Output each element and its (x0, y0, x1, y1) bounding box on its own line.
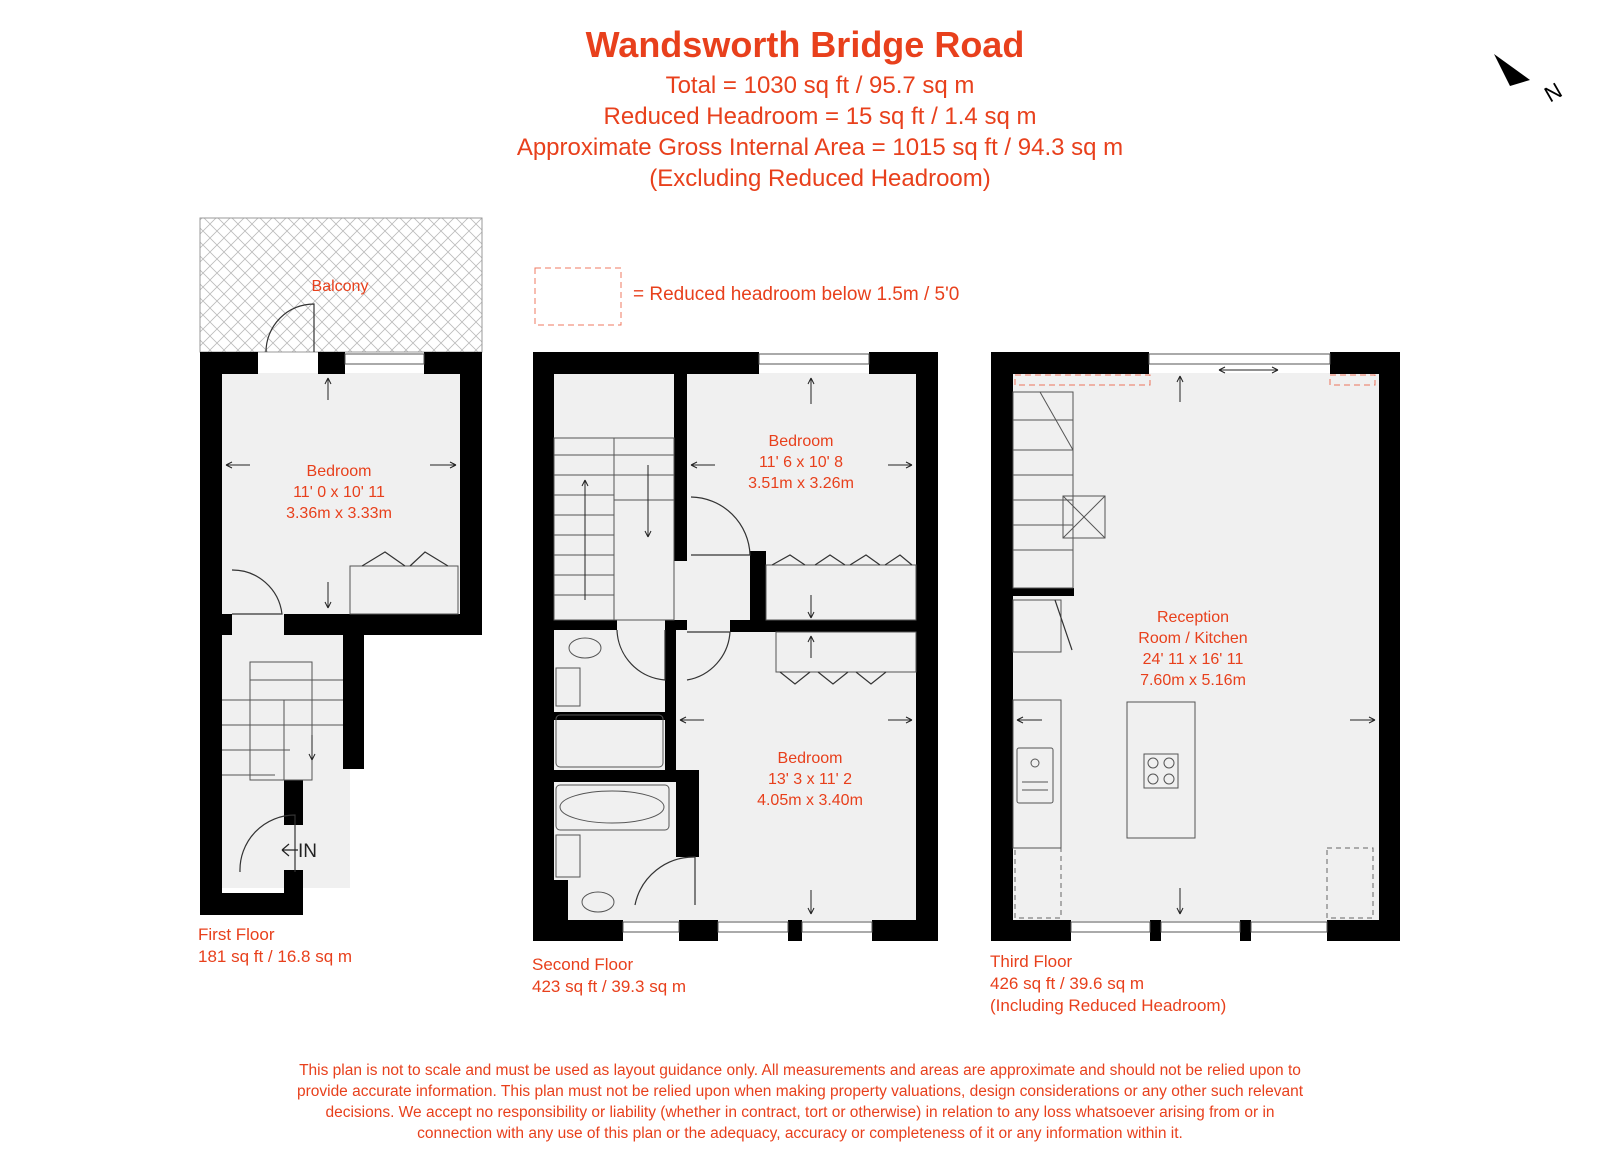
entry-label: IN (298, 841, 317, 862)
third-floor-area-note: (Including Reduced Headroom) (990, 996, 1227, 1015)
reception-room-imperial: 24' 11 x 16' 11 (1142, 651, 1244, 668)
legend-text: = Reduced headroom below 1.5m / 5'0 (633, 284, 960, 305)
reception-room-metric: 7.60m x 5.16m (1140, 672, 1246, 689)
gross-internal-area-note: (Excluding Reduced Headroom) (649, 165, 991, 192)
reduced-headroom-area: Reduced Headroom = 15 sq ft / 1.4 sq m (603, 103, 1037, 130)
north-label: N (1540, 77, 1567, 108)
first-floor-bedroom-imperial: 11' 0 x 10' 11 (293, 484, 385, 501)
first-floor-area: 181 sq ft / 16.8 sq m (198, 947, 353, 966)
first-floor-caption: First Floor (198, 925, 275, 944)
second-floor-bedroom-2-metric: 4.05m x 3.40m (757, 792, 863, 809)
reception-room-subname: Room / Kitchen (1138, 630, 1248, 647)
north-arrow-icon (1494, 54, 1566, 107)
gross-internal-area: Approximate Gross Internal Area = 1015 sq ft / 94.3 sq m (516, 134, 1124, 161)
legend (535, 268, 959, 325)
balcony-label: Balcony (311, 278, 369, 295)
third-floor-area: 426 sq ft / 39.6 sq m (990, 974, 1145, 993)
plan-title: Wandsworth Bridge Road (585, 24, 1025, 65)
disclaimer-line-1: This plan is not to scale and must be used as layout guidance only. All measurements and areas are approximate and should not be relied upon to (299, 1062, 1301, 1079)
second-floor-bedroom-1-metric: 3.51m x 3.26m (748, 475, 854, 492)
reception-room-name: Reception (1156, 609, 1230, 626)
disclaimer-line-4: connection with any use of this plan or the adequacy, accuracy or completeness of it or any information within it. (417, 1125, 1183, 1142)
second-floor-bedroom-1-imperial: 11' 6 x 10' 8 (758, 454, 844, 471)
total-area: Total = 1030 sq ft / 95.7 sq m (665, 72, 975, 99)
third-floor-caption: Third Floor (990, 952, 1073, 971)
third-floor-plan (991, 352, 1400, 941)
first-floor-bedroom-metric: 3.36m x 3.33m (286, 505, 392, 522)
second-floor-bedroom-2-name: Bedroom (777, 750, 843, 767)
second-floor-area: 423 sq ft / 39.3 sq m (532, 977, 687, 996)
first-floor-bedroom-name: Bedroom (306, 463, 372, 480)
disclaimer-line-2: provide accurate information. This plan must not be relied upon when making property valuations, design considerations or any other such relevant (296, 1083, 1304, 1100)
first-floor-plan (200, 218, 482, 915)
second-floor-plan (533, 352, 938, 941)
legend-swatch (535, 268, 621, 325)
second-floor-bedroom-2-imperial: 13' 3 x 11' 2 (767, 771, 853, 788)
second-floor-caption: Second Floor (532, 955, 634, 974)
disclaimer-line-3: decisions. We accept no responsibility or liability (whether in contract, tort or otherwise) in relation to any loss whatsoever arising from or in (325, 1104, 1275, 1121)
second-floor-bedroom-1-name: Bedroom (768, 433, 834, 450)
